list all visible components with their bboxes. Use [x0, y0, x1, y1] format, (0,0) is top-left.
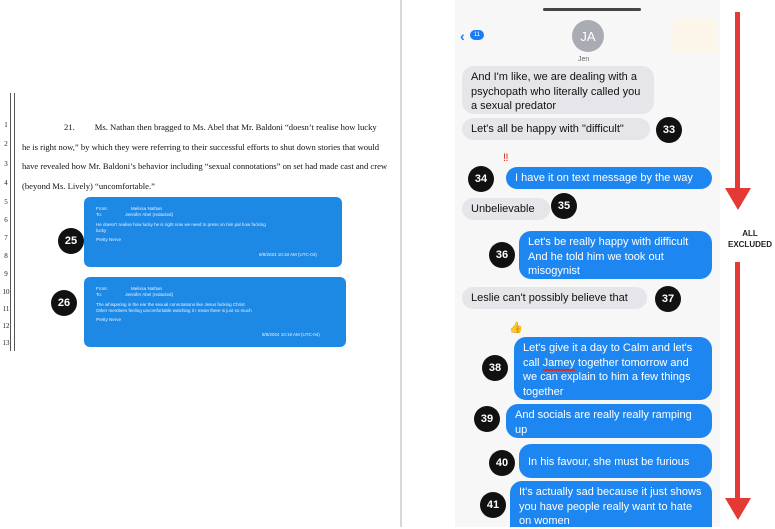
exhibit-bubble-26 [84, 277, 346, 347]
line-number: 5 [4, 198, 8, 206]
message-sent: In his favour, she must be furious [519, 444, 712, 478]
exhibit-bubble-25 [84, 197, 342, 267]
message-badge: 37 [655, 286, 681, 312]
message-badge: 36 [489, 242, 515, 268]
avatar[interactable]: JA [572, 20, 604, 52]
exhibit-footer: 8/8/2024 10:19 AM (UTC-04) [262, 332, 320, 337]
redaction-tint [672, 18, 718, 54]
margin-rule-outer [10, 93, 11, 351]
paragraph-number: 21. [64, 122, 75, 132]
message-badge: 38 [482, 355, 508, 381]
line-number: 6 [4, 216, 8, 224]
exhibit-from: From: Melissa Nathan [96, 206, 163, 211]
thumbs-up-icon: 👍 [509, 322, 523, 334]
exhibit-sender: Pretty Nerve [96, 237, 122, 242]
exclusion-arrow-top-shaft [735, 12, 740, 192]
exhibit-badge: 26 [51, 290, 77, 316]
line-number: 1 [4, 121, 8, 129]
exhibit-badge: 25 [58, 228, 84, 254]
line-number: 7 [4, 234, 8, 242]
underlined-name: Jamey [542, 356, 575, 369]
message-sent: It's actually sad because it just shows you have people really want to hate on women [510, 481, 712, 527]
paragraph-line-4: (beyond Ms. Lively) “uncomfortable.” [22, 180, 155, 191]
exhibit-sender: Pretty Nerve [96, 317, 122, 322]
exhibit-to: To: Jennifer Abel (redacted) [96, 212, 174, 217]
exhibit-body-line: lucky [96, 228, 107, 233]
contact-name[interactable]: Jen [578, 56, 590, 63]
line-number: 2 [4, 140, 8, 148]
message-sent: And socials are really really ramping up [506, 404, 712, 438]
line-number: 8 [4, 252, 8, 260]
message-badge: 33 [656, 117, 682, 143]
line-number: 10 [2, 288, 10, 296]
message-badge: 39 [474, 406, 500, 432]
line-number: 9 [4, 270, 8, 278]
line-number: 13 [2, 339, 10, 347]
exhibit-from: From: Melissa Nathan [96, 286, 163, 291]
message-badge: 41 [480, 492, 506, 518]
message-sent-with-mention: Let's give it a day to Calm and let's call Jamey together tomorrow and we can explain to him a few things together [514, 337, 712, 400]
message-received: Unbelievable [462, 198, 550, 220]
line-number: 4 [4, 179, 8, 187]
exhibit-footer: 8/8/2024 10:18 AM (UTC-04) [259, 252, 317, 257]
paragraph-text: Ms. Nathan then bragged to Ms. Abel that Mr. Baldoni “doesn’t realise how lucky [94, 122, 377, 132]
paragraph-21 [22, 118, 397, 196]
message-badge: 40 [489, 450, 515, 476]
message-sent: Let's be really happy with difficult And he told him we took out misogynist [519, 231, 712, 279]
excluded-label-line: EXCLUDED [727, 240, 772, 249]
message-received: Let's all be happy with "difficult" [462, 118, 650, 140]
line-number: 11 [2, 305, 10, 313]
paragraph-line-3: have revealed how Mr. Baldoni’s behavior including “sexual connotations” on set had made cast and crew [22, 161, 388, 171]
exclusion-arrow-bottom-shaft [735, 262, 740, 502]
exclusion-arrow-bottom-head [725, 498, 751, 520]
excluded-label-line: ALL [742, 229, 758, 238]
message-badge: 34 [468, 166, 494, 192]
paragraph-line-1 [22, 118, 397, 138]
status-bar-notch [543, 8, 641, 11]
exhibit-to: To: Jennifer Abel (redacted) [96, 292, 174, 297]
message-received: And I'm like, we are dealing with a psychopath who literally called you a sexual predator [462, 66, 654, 114]
exhibit-body-line: Other members feeling uncomfortable watching it I mean there is just so much [96, 308, 252, 313]
unread-count-badge[interactable]: 11 [470, 30, 484, 40]
margin-rule-inner [14, 93, 15, 351]
line-number: 3 [4, 160, 8, 168]
double-exclamation-icon: ‼ [503, 152, 509, 164]
message-sent: I have it on text message by the way [506, 167, 712, 189]
message-received: Leslie can't possibly believe that [462, 287, 647, 309]
message-badge: 35 [551, 193, 577, 219]
exhibit-body-line: The whispering in the ear the sexual connotations like Jesus fucking Christ [96, 302, 245, 307]
line-number: 12 [2, 322, 10, 330]
back-chevron-icon[interactable]: ‹ [460, 28, 465, 44]
all-excluded-label [727, 228, 773, 250]
exclusion-arrow-top-head [725, 188, 751, 210]
paragraph-line-2: he is right now,” by which they were referring to their successful efforts to shut down stories that would [22, 141, 380, 152]
exhibit-body-line: He doesn't realise how lucky he is right now we need to press on him pal how fucking [96, 222, 266, 227]
